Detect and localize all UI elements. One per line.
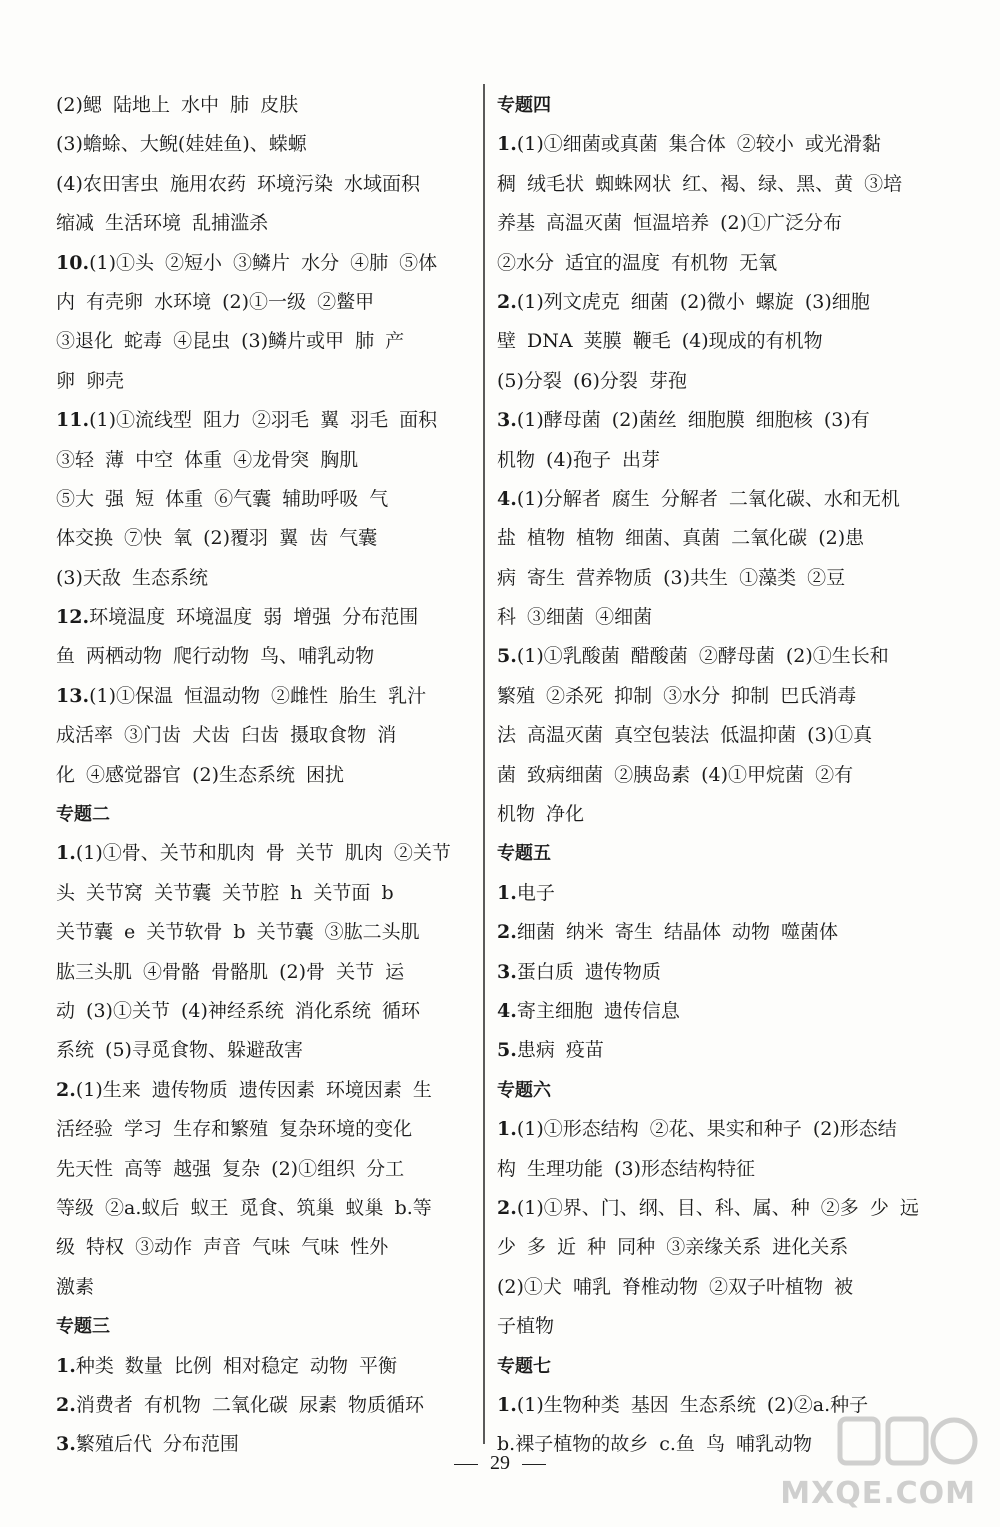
answer-line bbox=[497, 756, 935, 795]
answer-text: (5)分裂 (6)分裂 芽孢 bbox=[497, 369, 687, 392]
answer-text: 头 关节窝 关节囊 关节腔 h 关节面 b bbox=[56, 881, 394, 904]
column-divider bbox=[483, 84, 485, 1444]
answer-text: 寄主细胞 遗传信息 bbox=[516, 999, 680, 1022]
answer-text: (3)蟾蜍、大鲵(娃娃鱼)、蝾螈 bbox=[56, 133, 307, 156]
answer-text: 系统 (5)寻觅食物、躲避敌害 bbox=[56, 1039, 303, 1062]
answer-line bbox=[56, 244, 468, 283]
section-heading-text: 专题五 bbox=[497, 843, 551, 865]
answer-line bbox=[56, 1228, 468, 1267]
right-column bbox=[497, 86, 935, 1465]
watermark-text: MXQE.COM bbox=[780, 1476, 976, 1511]
answer-line bbox=[497, 519, 935, 558]
question-number: 1. bbox=[56, 842, 76, 865]
answer-text: (3)天敌 生态系统 bbox=[56, 566, 208, 589]
section-heading-text: 专题二 bbox=[56, 804, 110, 826]
answer-text: 少 多 近 种 同种 ③亲缘关系 进化关系 bbox=[497, 1236, 849, 1259]
answer-line bbox=[497, 362, 935, 401]
question-number: 2. bbox=[56, 1393, 76, 1416]
answer-text: 成活率 ③门齿 犬齿 臼齿 摄取食物 消 bbox=[56, 724, 397, 747]
answer-line bbox=[56, 1386, 468, 1425]
answer-text: (4)农田害虫 施用农药 环境污染 水域面积 bbox=[56, 172, 421, 195]
answer-line bbox=[497, 165, 935, 204]
answer-text: 繁殖 ②杀死 抑制 ③水分 抑制 巴氏消毒 bbox=[497, 684, 857, 707]
section-heading bbox=[56, 1307, 468, 1346]
watermark bbox=[780, 1411, 982, 1511]
question-number: 3. bbox=[497, 960, 517, 983]
answer-text: b.裸子植物的故乡 c.鱼 鸟 哺乳动物 bbox=[497, 1433, 813, 1456]
answer-line bbox=[56, 519, 468, 558]
answer-text: 卵 卵壳 bbox=[56, 369, 125, 392]
answer-text: 消费者 有机物 二氧化碳 尿素 物质循环 bbox=[75, 1393, 425, 1416]
page-number-dash-right bbox=[522, 1464, 546, 1465]
answer-line bbox=[56, 874, 468, 913]
answer-line bbox=[497, 1268, 935, 1307]
question-number: 11. bbox=[56, 409, 90, 432]
section-heading bbox=[497, 834, 935, 873]
answer-text: 稠 绒毛状 蜘蛛网状 红、褐、绿、黑、黄 ③培 bbox=[497, 172, 903, 195]
left-column bbox=[56, 86, 468, 1465]
answer-line bbox=[497, 953, 935, 992]
question-number: 2. bbox=[497, 921, 517, 944]
answer-line bbox=[56, 86, 468, 125]
answer-text: 内 有壳卵 水环境 (2)①一级 ②鳖甲 bbox=[56, 290, 375, 313]
answer-line bbox=[56, 125, 468, 164]
question-number: 1. bbox=[497, 1118, 517, 1141]
answer-text: 机物 (4)孢子 出芽 bbox=[497, 448, 660, 471]
answer-line bbox=[497, 1110, 935, 1149]
answer-text: 化 ④感觉器官 (2)生态系统 困扰 bbox=[56, 763, 345, 786]
answer-line bbox=[497, 992, 935, 1031]
section-heading bbox=[56, 795, 468, 834]
answer-line bbox=[497, 322, 935, 361]
answer-line bbox=[497, 913, 935, 952]
answer-line bbox=[497, 1307, 935, 1346]
answer-text: 关节囊 e 关节软骨 b 关节囊 ③肱二头肌 bbox=[56, 921, 420, 944]
answer-line bbox=[56, 1268, 468, 1307]
answer-text: 等级 ②a.蚁后 蚁王 觅食、筑巢 蚁巢 b.等 bbox=[56, 1196, 432, 1219]
answer-line bbox=[56, 953, 468, 992]
section-heading-text: 专题七 bbox=[497, 1355, 551, 1377]
answer-line bbox=[497, 795, 935, 834]
answer-line bbox=[56, 559, 468, 598]
answer-text: ③轻 薄 中空 体重 ④龙骨突 胸肌 bbox=[56, 448, 359, 471]
question-number: 5. bbox=[497, 1039, 517, 1062]
answer-line bbox=[56, 992, 468, 1031]
answer-text: ⑤大 强 短 体重 ⑥气囊 辅助呼吸 气 bbox=[56, 487, 389, 510]
answer-text: 激素 bbox=[56, 1275, 95, 1298]
answer-line bbox=[497, 283, 935, 322]
question-number: 3. bbox=[56, 1433, 76, 1456]
section-heading-text: 专题六 bbox=[497, 1079, 551, 1101]
answer-line bbox=[497, 1031, 935, 1070]
answer-line bbox=[56, 1347, 468, 1386]
answer-line bbox=[56, 1031, 468, 1070]
question-number: 10. bbox=[56, 251, 90, 274]
answer-line bbox=[497, 637, 935, 676]
answer-text: 机物 净化 bbox=[497, 803, 585, 826]
answer-text: (1)①细菌或真菌 集合体 ②较小 或光滑黏 bbox=[516, 133, 881, 156]
answer-text: 体交换 ⑦快 氧 (2)覆羽 翼 齿 气囊 bbox=[56, 527, 378, 550]
answer-text: (1)①形态结构 ②花、果实和种子 (2)形态结 bbox=[516, 1118, 897, 1141]
answer-text: 菌 致病细菌 ②胰岛素 (4)①甲烷菌 ②有 bbox=[497, 763, 854, 786]
answer-text: 细菌 纳米 寄生 结晶体 动物 噬菌体 bbox=[516, 921, 839, 944]
question-number: 2. bbox=[497, 290, 517, 313]
answer-text: 繁殖后代 分布范围 bbox=[75, 1433, 239, 1456]
answer-text: (1)①保温 恒温动物 ②雌性 胎生 乳汁 bbox=[89, 684, 427, 707]
answer-line bbox=[56, 913, 468, 952]
answer-text: 先天性 高等 越强 复杂 (2)①组织 分工 bbox=[56, 1157, 405, 1180]
answer-line bbox=[56, 716, 468, 755]
answer-text: (1)①界、门、纲、目、科、属、种 ②多 少 远 bbox=[516, 1196, 919, 1219]
section-heading bbox=[497, 1071, 935, 1110]
answer-line bbox=[56, 677, 468, 716]
section-heading bbox=[497, 1347, 935, 1386]
answer-text: 养基 高温灭菌 恒温培养 (2)①广泛分布 bbox=[497, 212, 843, 235]
answer-line bbox=[56, 637, 468, 676]
question-number: 1. bbox=[497, 881, 517, 904]
answer-text: 病 寄生 营养物质 (3)共生 ①藻类 ②豆 bbox=[497, 566, 846, 589]
answer-line bbox=[497, 1228, 935, 1267]
section-heading-text: 专题四 bbox=[497, 95, 551, 116]
answer-text: (1)①乳酸菌 醋酸菌 ②酵母菌 (2)①生长和 bbox=[516, 645, 889, 668]
section-heading-text: 专题三 bbox=[56, 1316, 110, 1338]
answer-text: 电子 bbox=[516, 881, 555, 904]
answer-line bbox=[56, 322, 468, 361]
page-number-text: 29 bbox=[490, 1452, 510, 1474]
question-number: 1. bbox=[497, 133, 517, 156]
question-number: 13. bbox=[56, 684, 90, 707]
answer-line bbox=[497, 559, 935, 598]
answer-text: 子植物 bbox=[497, 1315, 555, 1338]
answer-line bbox=[497, 244, 935, 283]
answer-text: 患病 疫苗 bbox=[516, 1039, 604, 1062]
answer-line bbox=[56, 165, 468, 204]
answer-text: 级 特权 ③动作 声音 气味 气味 性外 bbox=[56, 1236, 389, 1259]
answer-line bbox=[497, 441, 935, 480]
answer-text: (1)分解者 腐生 分解者 二氧化碳、水和无机 bbox=[516, 487, 900, 510]
answer-text: 肱三头肌 ④骨骼 骨骼肌 (2)骨 关节 运 bbox=[56, 960, 405, 983]
answer-line bbox=[497, 716, 935, 755]
answer-line bbox=[56, 598, 468, 637]
answer-text: (1)列文虎克 细菌 (2)微小 螺旋 (3)细胞 bbox=[516, 290, 870, 313]
answer-line bbox=[497, 1189, 935, 1228]
answer-text: (2)鳃 陆地上 水中 肺 皮肤 bbox=[56, 94, 299, 116]
answer-line bbox=[56, 1071, 468, 1110]
question-number: 5. bbox=[497, 645, 517, 668]
answer-text: 动 (3)①关节 (4)神经系统 消化系统 循环 bbox=[56, 999, 420, 1022]
answer-line bbox=[56, 441, 468, 480]
answer-text: 活经验 学习 生存和繁殖 复杂环境的变化 bbox=[56, 1118, 413, 1141]
answer-text: (1)①骨、关节和肌肉 骨 关节 肌肉 ②关节 bbox=[75, 842, 451, 865]
answer-line bbox=[56, 204, 468, 243]
answer-line bbox=[497, 598, 935, 637]
answer-line bbox=[56, 1189, 468, 1228]
answer-text: ③退化 蛇毒 ④昆虫 (3)鳞片或甲 肺 产 bbox=[56, 330, 405, 353]
answer-text: 法 高温灭菌 真空包装法 低温抑菌 (3)①真 bbox=[497, 724, 873, 747]
answer-line bbox=[56, 1150, 468, 1189]
answer-text: 缩减 生活环境 乱捕滥杀 bbox=[56, 212, 269, 235]
page-number-dash-left bbox=[454, 1464, 478, 1465]
answer-text: ②水分 适宜的温度 有机物 无氧 bbox=[497, 251, 778, 274]
answer-line bbox=[56, 834, 468, 873]
answer-line bbox=[497, 874, 935, 913]
answer-text: (1)酵母菌 (2)菌丝 细胞膜 细胞核 (3)有 bbox=[516, 409, 870, 432]
section-heading bbox=[497, 86, 935, 125]
question-number: 2. bbox=[497, 1196, 517, 1219]
answer-line bbox=[497, 677, 935, 716]
answer-line bbox=[56, 401, 468, 440]
answer-text: 鱼 两栖动物 爬行动物 鸟、哺乳动物 bbox=[56, 645, 375, 668]
answer-text: 构 生理功能 (3)形态结构特征 bbox=[497, 1157, 755, 1180]
answer-line bbox=[56, 283, 468, 322]
answer-line bbox=[56, 480, 468, 519]
answer-text: (1)生物种类 基因 生态系统 (2)②a.种子 bbox=[516, 1393, 869, 1416]
answer-line bbox=[497, 1150, 935, 1189]
answer-line bbox=[497, 401, 935, 440]
answer-text: (1)①头 ②短小 ③鳞片 水分 ④肺 ⑤体 bbox=[89, 251, 438, 274]
question-number: 2. bbox=[56, 1078, 76, 1101]
answer-line bbox=[497, 480, 935, 519]
question-number: 4. bbox=[497, 487, 517, 510]
answer-text: (2)①犬 哺乳 脊椎动物 ②双子叶植物 被 bbox=[497, 1275, 854, 1298]
answer-text: 盐 植物 植物 细菌、真菌 二氧化碳 (2)患 bbox=[497, 527, 865, 550]
question-number: 1. bbox=[497, 1393, 517, 1416]
answer-text: 科 ③细菌 ④细菌 bbox=[497, 606, 653, 629]
answer-text: 环境温度 环境温度 弱 增强 分布范围 bbox=[89, 606, 419, 629]
answer-text: (1)生来 遗传物质 遗传因素 环境因素 生 bbox=[75, 1078, 432, 1101]
answer-line bbox=[56, 756, 468, 795]
watermark-logo-icon bbox=[832, 1411, 982, 1473]
answer-text: 种类 数量 比例 相对稳定 动物 平衡 bbox=[75, 1354, 398, 1377]
answer-line bbox=[56, 1110, 468, 1149]
answer-text: (1)①流线型 阻力 ②羽毛 翼 羽毛 面积 bbox=[89, 409, 438, 432]
question-number: 12. bbox=[56, 606, 90, 629]
answer-text: 壁 DNA 荚膜 鞭毛 (4)现成的有机物 bbox=[497, 330, 823, 353]
answer-line bbox=[497, 125, 935, 164]
question-number: 1. bbox=[56, 1354, 76, 1377]
answer-line bbox=[497, 204, 935, 243]
answer-line bbox=[56, 362, 468, 401]
answer-text: 蛋白质 遗传物质 bbox=[516, 960, 661, 983]
question-number: 4. bbox=[497, 999, 517, 1022]
question-number: 3. bbox=[497, 409, 517, 432]
